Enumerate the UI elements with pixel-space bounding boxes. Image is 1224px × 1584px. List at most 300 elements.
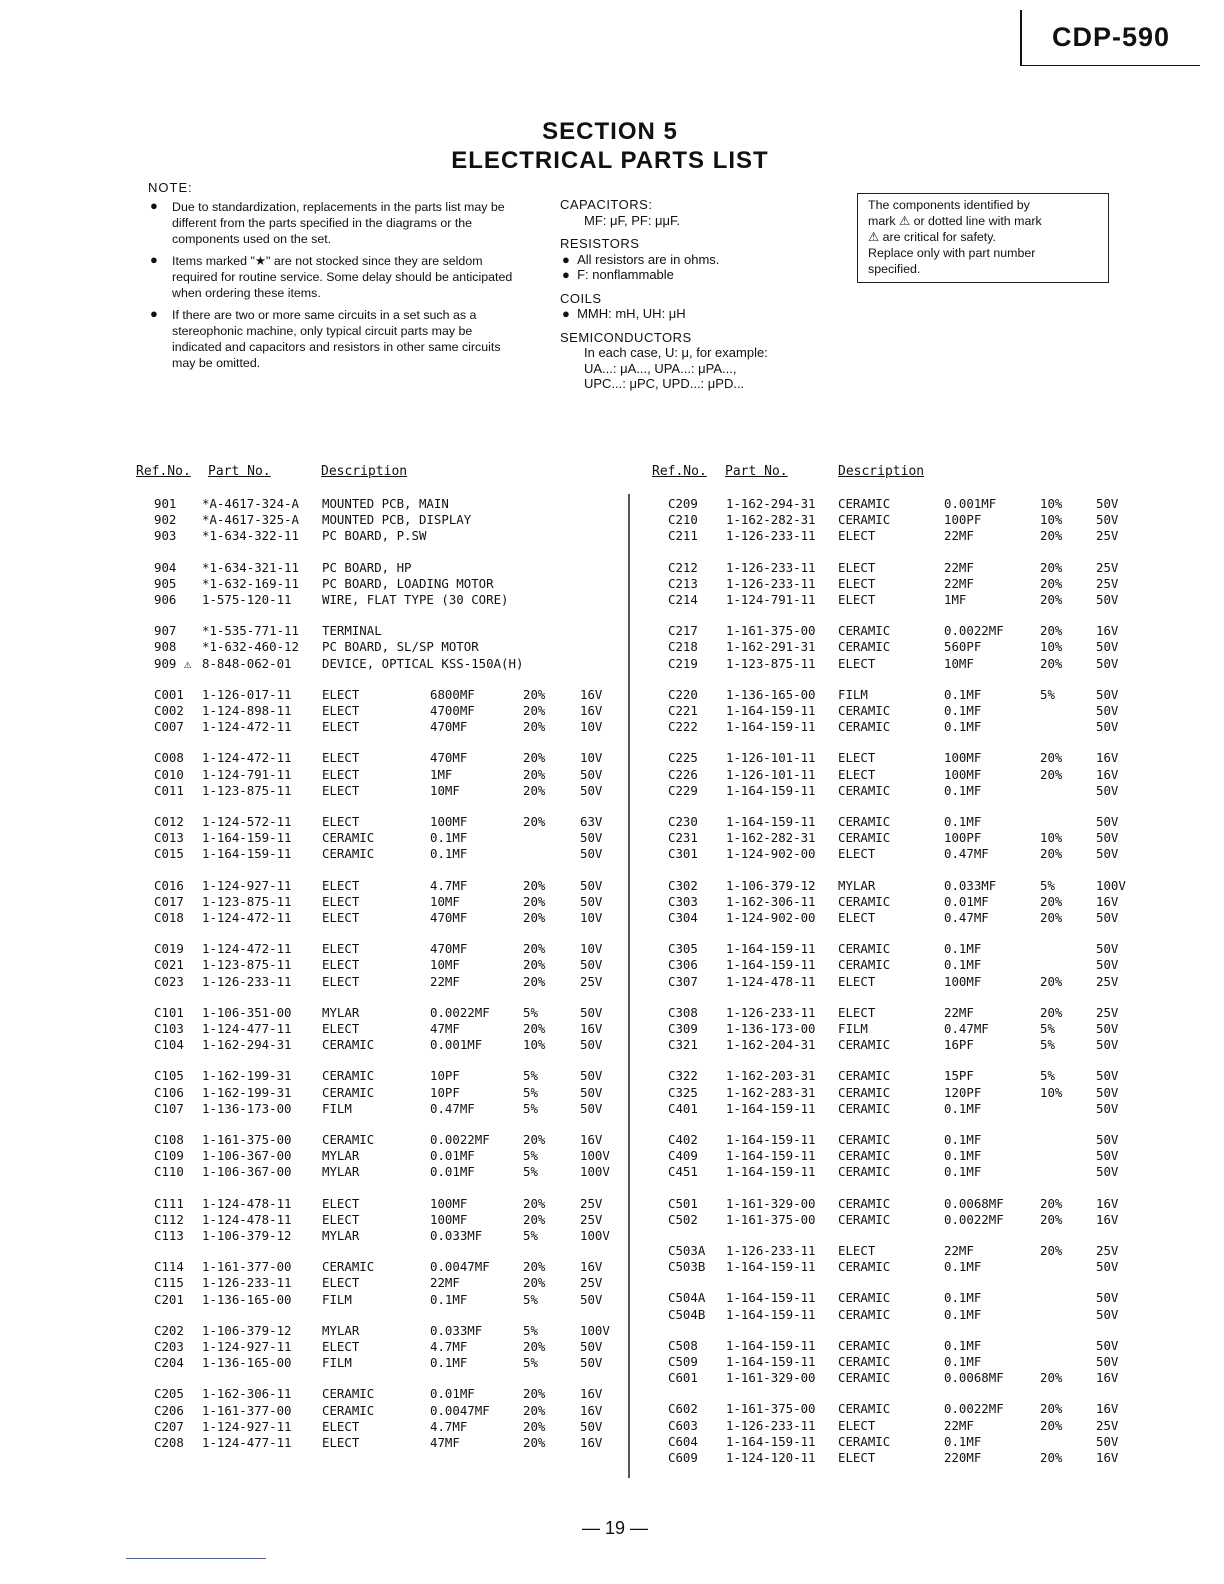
voltage: 16V xyxy=(580,1435,603,1450)
voltage: 50V xyxy=(1096,512,1119,528)
ref-no: 906 xyxy=(154,592,177,607)
tolerance: 20% xyxy=(523,957,546,973)
tolerance: 20% xyxy=(1040,623,1063,639)
voltage: 50V xyxy=(1096,1290,1119,1306)
ref-no: C305 xyxy=(668,941,698,957)
parts-row xyxy=(140,687,740,703)
voltage: 50V xyxy=(1096,910,1119,925)
value: 0.1MF xyxy=(944,814,982,829)
part-no: 1-126-017-11 xyxy=(202,686,292,702)
voltage: 16V xyxy=(580,1402,603,1418)
tolerance: 5% xyxy=(1040,877,1055,893)
voltage: 16V xyxy=(1096,1401,1119,1417)
voltage: 50V xyxy=(1096,1021,1119,1036)
part-no: 1-126-233-11 xyxy=(726,559,816,575)
ref-no: 902 xyxy=(154,512,177,528)
parts-row xyxy=(656,496,1224,512)
value: 22MF xyxy=(430,1275,460,1291)
ref-no: C103 xyxy=(154,1021,184,1036)
parts-row xyxy=(140,750,740,766)
part-no: 1-164-159-11 xyxy=(726,1306,816,1322)
description: ELECT xyxy=(322,703,360,718)
semiconductors-note: UA...: μA..., UPA...: μPA..., xyxy=(584,360,737,376)
parts-row xyxy=(656,656,1224,672)
value: 0.1MF xyxy=(944,782,982,798)
part-no: 1-124-478-11 xyxy=(202,1195,292,1211)
ref-no: C001 xyxy=(154,686,184,702)
description: FILM xyxy=(322,1291,352,1307)
description: WIRE, FLAT TYPE (30 CORE) xyxy=(322,592,509,607)
voltage: 100V xyxy=(580,1322,610,1338)
tolerance: 20% xyxy=(523,1418,546,1434)
tolerance: 20% xyxy=(523,686,546,702)
voltage: 25V xyxy=(580,1211,603,1227)
ref-no: 901 xyxy=(154,496,177,511)
part-no: 1-136-173-00 xyxy=(726,1021,816,1036)
ref-no: C218 xyxy=(668,639,698,655)
voltage: 50V xyxy=(580,893,603,909)
part-no: *A-4617-324-A xyxy=(202,496,299,511)
description: DEVICE, OPTICAL KSS-150A(H) xyxy=(322,655,524,671)
value: 4700MF xyxy=(430,703,475,718)
value: 0.1MF xyxy=(944,1433,982,1449)
tolerance: 5% xyxy=(523,1164,538,1180)
part-no: 1-106-379-12 xyxy=(202,1322,292,1338)
parts-row xyxy=(140,1164,740,1180)
parts-row xyxy=(656,1259,1224,1275)
ref-no: C509 xyxy=(668,1354,698,1369)
ref-no: C007 xyxy=(154,719,184,735)
description: ELECT xyxy=(322,893,360,909)
part-no: 1-106-379-12 xyxy=(202,1228,292,1243)
description: PC BOARD, SL/SP MOTOR xyxy=(322,639,479,655)
value: 100MF xyxy=(430,1195,468,1211)
voltage: 16V xyxy=(1096,623,1119,639)
part-no: 1-124-791-11 xyxy=(726,592,816,607)
description: ELECT xyxy=(322,1418,360,1434)
description: FILM xyxy=(838,686,868,702)
ref-no: C604 xyxy=(668,1433,698,1449)
tolerance: 20% xyxy=(523,750,546,766)
description: MYLAR xyxy=(322,1148,360,1164)
tolerance: 5% xyxy=(523,1291,538,1307)
value: 0.001MF xyxy=(430,1037,483,1053)
voltage: 100V xyxy=(1096,877,1126,893)
part-no: 1-164-159-11 xyxy=(726,1132,816,1147)
parts-row xyxy=(656,1005,1224,1021)
value: 0.1MF xyxy=(944,1132,982,1147)
voltage: 50V xyxy=(1096,846,1119,862)
ref-no: C307 xyxy=(668,973,698,989)
ref-no: C011 xyxy=(154,782,184,798)
tolerance: 10% xyxy=(523,1037,546,1053)
ref-no: C212 xyxy=(668,559,698,575)
description: TERMINAL xyxy=(322,623,382,639)
ref-no: C019 xyxy=(154,941,184,957)
ref-no: C230 xyxy=(668,814,698,829)
part-no: 1-123-875-11 xyxy=(202,957,292,973)
parts-row xyxy=(656,1196,1224,1212)
parts-row xyxy=(656,974,1224,990)
part-no: 1-164-159-11 xyxy=(726,719,816,735)
unit-notes xyxy=(560,197,850,392)
description: CERAMIC xyxy=(838,1306,891,1322)
tolerance: 20% xyxy=(523,877,546,893)
part-no: *A-4617-325-A xyxy=(202,512,299,528)
ref-no: C113 xyxy=(154,1228,184,1243)
parts-row xyxy=(140,1101,740,1117)
parts-row xyxy=(656,1164,1224,1180)
voltage: 25V xyxy=(580,1275,603,1291)
voltage: 16V xyxy=(1096,1450,1119,1465)
ref-no: 904 xyxy=(154,559,177,575)
parts-row xyxy=(656,1101,1224,1117)
bullet-icon: ● xyxy=(150,252,158,267)
description: ELECT xyxy=(838,766,876,782)
parts-row xyxy=(140,1275,740,1291)
description: ELECT xyxy=(838,750,876,766)
parts-row xyxy=(140,846,740,862)
tolerance: 5% xyxy=(1040,1068,1055,1084)
parts-row xyxy=(656,528,1224,544)
tolerance: 20% xyxy=(1040,1195,1063,1211)
tolerance: 20% xyxy=(1040,1417,1063,1433)
part-header: Part No. xyxy=(208,464,271,479)
voltage: 16V xyxy=(1096,750,1119,766)
part-no: 1-124-927-11 xyxy=(202,1418,292,1434)
tolerance: 10% xyxy=(1040,512,1063,528)
semiconductors-note: UPC...: μPC, UPD...: μPD... xyxy=(584,376,745,391)
description: ELECT xyxy=(838,1243,876,1258)
tolerance: 20% xyxy=(523,703,546,718)
voltage: 25V xyxy=(580,973,603,989)
voltage: 25V xyxy=(580,1195,603,1211)
ref-no: 908 xyxy=(154,639,177,655)
semiconductors-note: In each case, U: μ, for example: xyxy=(584,345,768,360)
parts-row xyxy=(140,894,740,910)
part-no: 1-123-875-11 xyxy=(202,893,292,909)
description: CERAMIC xyxy=(838,719,891,735)
voltage: 50V xyxy=(1096,1306,1119,1322)
description: ELECT xyxy=(322,1195,360,1211)
section-title: ELECTRICAL PARTS LIST xyxy=(451,147,769,174)
part-no: 1-164-159-11 xyxy=(726,957,816,973)
voltage: 50V xyxy=(580,1100,603,1116)
ref-no: C309 xyxy=(668,1021,698,1036)
value: 0.1MF xyxy=(944,686,982,702)
tolerance: 10% xyxy=(1040,830,1063,846)
tolerance: 20% xyxy=(523,1132,546,1147)
tolerance: 20% xyxy=(523,814,546,829)
parts-row xyxy=(140,592,740,608)
value: 0.0022MF xyxy=(944,1211,1004,1227)
tolerance: 20% xyxy=(523,1339,546,1354)
parts-row xyxy=(656,941,1224,957)
part-no: 1-164-159-11 xyxy=(726,782,816,798)
tolerance: 20% xyxy=(1040,592,1063,607)
description: CERAMIC xyxy=(838,1100,891,1116)
description: ELECT xyxy=(322,877,360,893)
value: 470MF xyxy=(430,941,468,957)
description: ELECT xyxy=(838,973,876,989)
part-no: 1-164-159-11 xyxy=(726,1354,816,1369)
voltage: 100V xyxy=(580,1228,610,1243)
voltage: 100V xyxy=(580,1148,610,1164)
description: CERAMIC xyxy=(838,782,891,798)
description: FILM xyxy=(322,1355,352,1371)
tolerance: 5% xyxy=(523,1148,538,1164)
description: CERAMIC xyxy=(838,1068,891,1084)
value: 6800MF xyxy=(430,686,475,702)
ref-no: C229 xyxy=(668,782,698,798)
part-no: 1-123-875-11 xyxy=(726,655,816,671)
tolerance: 20% xyxy=(1040,973,1063,989)
ref-no: C018 xyxy=(154,910,184,925)
value: 100MF xyxy=(944,766,982,782)
parts-row xyxy=(656,830,1224,846)
ref-no: C501 xyxy=(668,1195,698,1211)
parts-row xyxy=(656,846,1224,862)
part-no: 1-164-159-11 xyxy=(726,814,816,829)
voltage: 50V xyxy=(1096,639,1119,655)
ref-no: C304 xyxy=(668,910,698,925)
value: 0.47MF xyxy=(430,1100,475,1116)
part-no: 1-126-233-11 xyxy=(726,1417,816,1433)
value: 22MF xyxy=(944,1004,974,1020)
ref-no: C217 xyxy=(668,623,698,639)
tolerance: 20% xyxy=(523,1386,546,1402)
tolerance: 5% xyxy=(523,1100,538,1116)
value: 1MF xyxy=(944,592,967,607)
tolerance: 20% xyxy=(1040,1370,1063,1386)
voltage: 16V xyxy=(580,1132,603,1147)
tolerance: 20% xyxy=(1040,1401,1063,1417)
voltage: 16V xyxy=(580,1021,603,1036)
description: CERAMIC xyxy=(322,1386,375,1402)
description: CERAMIC xyxy=(838,1290,891,1306)
voltage: 50V xyxy=(580,1004,603,1020)
part-no: 1-164-159-11 xyxy=(726,1148,816,1164)
semiconductors-heading: SEMICONDUCTORS xyxy=(560,329,692,345)
parts-row xyxy=(656,1418,1224,1434)
parts-row xyxy=(656,1434,1224,1450)
ref-no: C010 xyxy=(154,766,184,782)
voltage: 50V xyxy=(1096,496,1119,511)
part-no: 1-162-283-31 xyxy=(726,1084,816,1100)
ref-no: C202 xyxy=(154,1322,184,1338)
value: 22MF xyxy=(944,1417,974,1433)
parts-row xyxy=(656,1338,1224,1354)
voltage: 50V xyxy=(1096,655,1119,671)
voltage: 16V xyxy=(580,1259,603,1275)
value: 0.0022MF xyxy=(944,623,1004,639)
parts-row xyxy=(656,1307,1224,1323)
description: ELECT xyxy=(322,1339,360,1354)
ref-no: 907 xyxy=(154,623,177,639)
ref-no: C504B xyxy=(668,1306,706,1322)
parts-row xyxy=(656,750,1224,766)
ref-no: C308 xyxy=(668,1004,698,1020)
value: 100PF xyxy=(944,830,982,846)
parts-row xyxy=(656,512,1224,528)
description: CERAMIC xyxy=(838,1195,891,1211)
voltage: 50V xyxy=(580,1291,603,1307)
part-no: 1-162-294-31 xyxy=(726,496,816,511)
parts-row xyxy=(140,1085,740,1101)
tolerance: 5% xyxy=(523,1068,538,1084)
part-no: 1-106-351-00 xyxy=(202,1004,292,1020)
coils-heading: COILS xyxy=(560,290,602,306)
voltage: 50V xyxy=(1096,1259,1119,1275)
value: 4.7MF xyxy=(430,877,468,893)
parts-row xyxy=(656,687,1224,703)
ref-no: C325 xyxy=(668,1084,698,1100)
value: 0.0047MF xyxy=(430,1402,490,1418)
value: 0.01MF xyxy=(430,1386,475,1402)
ref-no: C110 xyxy=(154,1164,184,1180)
tolerance: 20% xyxy=(1040,750,1063,766)
value: 10PF xyxy=(430,1068,460,1084)
voltage: 10V xyxy=(580,910,603,925)
parts-row xyxy=(656,783,1224,799)
parts-row xyxy=(656,910,1224,926)
ref-no: C112 xyxy=(154,1211,184,1227)
tolerance: 5% xyxy=(523,1228,538,1243)
ref-no: C210 xyxy=(668,512,698,528)
ref-no: C301 xyxy=(668,846,698,862)
part-no: 1-124-902-00 xyxy=(726,910,816,925)
description: ELECT xyxy=(322,1435,360,1450)
part-no: *1-535-771-11 xyxy=(202,623,299,639)
description: ELECT xyxy=(838,1004,876,1020)
part-no: 1-162-282-31 xyxy=(726,830,816,846)
tolerance: 20% xyxy=(523,1435,546,1450)
parts-row xyxy=(140,957,740,973)
ref-no: C321 xyxy=(668,1037,698,1053)
value: 120PF xyxy=(944,1084,982,1100)
part-no: 1-106-367-00 xyxy=(202,1164,292,1180)
tolerance: 20% xyxy=(523,1195,546,1211)
voltage: 50V xyxy=(1096,830,1119,846)
value: 220MF xyxy=(944,1450,982,1465)
tolerance: 20% xyxy=(523,1259,546,1275)
parts-row xyxy=(656,576,1224,592)
ref-no: 905 xyxy=(154,575,177,591)
description: CERAMIC xyxy=(322,830,375,846)
parts-row xyxy=(140,1132,740,1148)
part-no: 1-162-199-31 xyxy=(202,1068,292,1084)
parts-row xyxy=(656,1370,1224,1386)
tolerance: 20% xyxy=(1040,846,1063,862)
voltage: 50V xyxy=(1096,1164,1119,1180)
part-no: 1-162-203-31 xyxy=(726,1068,816,1084)
parts-row xyxy=(656,1068,1224,1084)
description: CERAMIC xyxy=(838,1037,891,1053)
ref-no: C015 xyxy=(154,846,184,862)
value: 0.1MF xyxy=(944,1148,982,1164)
footer-rule xyxy=(126,1558,266,1559)
parts-row xyxy=(656,1132,1224,1148)
part-no: 1-161-329-00 xyxy=(726,1370,816,1386)
tolerance: 20% xyxy=(523,766,546,782)
part-no: 1-164-159-11 xyxy=(202,846,292,862)
description: CERAMIC xyxy=(838,893,891,909)
description: ELECT xyxy=(838,592,876,607)
value: 0.1MF xyxy=(944,1164,982,1180)
description: ELECT xyxy=(322,910,360,925)
header-divider xyxy=(1020,10,1022,66)
tolerance: 20% xyxy=(523,1275,546,1291)
value: 560PF xyxy=(944,639,982,655)
ref-no: C111 xyxy=(154,1195,184,1211)
voltage: 25V xyxy=(1096,528,1119,544)
ref-no: C211 xyxy=(668,528,698,544)
ref-no: C322 xyxy=(668,1068,698,1084)
part-no: 1-161-329-00 xyxy=(726,1195,816,1211)
description: CERAMIC xyxy=(322,1259,375,1275)
value: 22MF xyxy=(944,575,974,591)
ref-no: C109 xyxy=(154,1148,184,1164)
voltage: 50V xyxy=(580,766,603,782)
part-no: 1-124-120-11 xyxy=(726,1450,816,1465)
part-no: 1-124-472-11 xyxy=(202,910,292,925)
value: 0.1MF xyxy=(944,1259,982,1275)
parts-row xyxy=(140,512,740,528)
description: CERAMIC xyxy=(838,1370,891,1386)
value: 100MF xyxy=(430,1211,468,1227)
value: 0.47MF xyxy=(944,1021,989,1036)
value: 0.1MF xyxy=(944,703,982,718)
value: 470MF xyxy=(430,910,468,925)
parts-row xyxy=(140,528,740,544)
coils-note: ● MMH: mH, UH: μH xyxy=(562,306,686,321)
parts-row xyxy=(656,1037,1224,1053)
ref-no: C503B xyxy=(668,1259,706,1275)
part-no: 1-162-282-31 xyxy=(726,512,816,528)
voltage: 25V xyxy=(1096,575,1119,591)
ref-no: C225 xyxy=(668,750,698,766)
ref-no: C306 xyxy=(668,957,698,973)
parts-row xyxy=(140,1196,740,1212)
part-no: 1-161-377-00 xyxy=(202,1402,292,1418)
ref-no: C603 xyxy=(668,1417,698,1433)
ref-no: C105 xyxy=(154,1068,184,1084)
value: 10PF xyxy=(430,1084,460,1100)
value: 0.1MF xyxy=(944,1290,982,1306)
voltage: 16V xyxy=(1096,1211,1119,1227)
description: CERAMIC xyxy=(322,1037,375,1053)
description: CERAMIC xyxy=(838,703,891,718)
parts-row xyxy=(140,639,740,655)
part-no: 1-126-233-11 xyxy=(202,973,292,989)
capacitors-heading: CAPACITORS: xyxy=(560,197,653,212)
description: CERAMIC xyxy=(838,1433,891,1449)
ref-no: C226 xyxy=(668,766,698,782)
voltage: 10V xyxy=(580,750,603,766)
voltage: 50V xyxy=(1096,1100,1119,1116)
description: CERAMIC xyxy=(838,814,891,829)
description: CERAMIC xyxy=(838,1164,891,1180)
part-no: 1-136-165-00 xyxy=(726,686,816,702)
description: CERAMIC xyxy=(322,1132,375,1147)
value: 0.1MF xyxy=(944,1354,982,1369)
part-no: 1-136-173-00 xyxy=(202,1100,292,1116)
bullet-icon: ● xyxy=(562,267,578,282)
part-no: 1-124-472-11 xyxy=(202,941,292,957)
tolerance: 20% xyxy=(523,782,546,798)
voltage: 50V xyxy=(580,1068,603,1084)
tolerance: 20% xyxy=(1040,893,1063,909)
